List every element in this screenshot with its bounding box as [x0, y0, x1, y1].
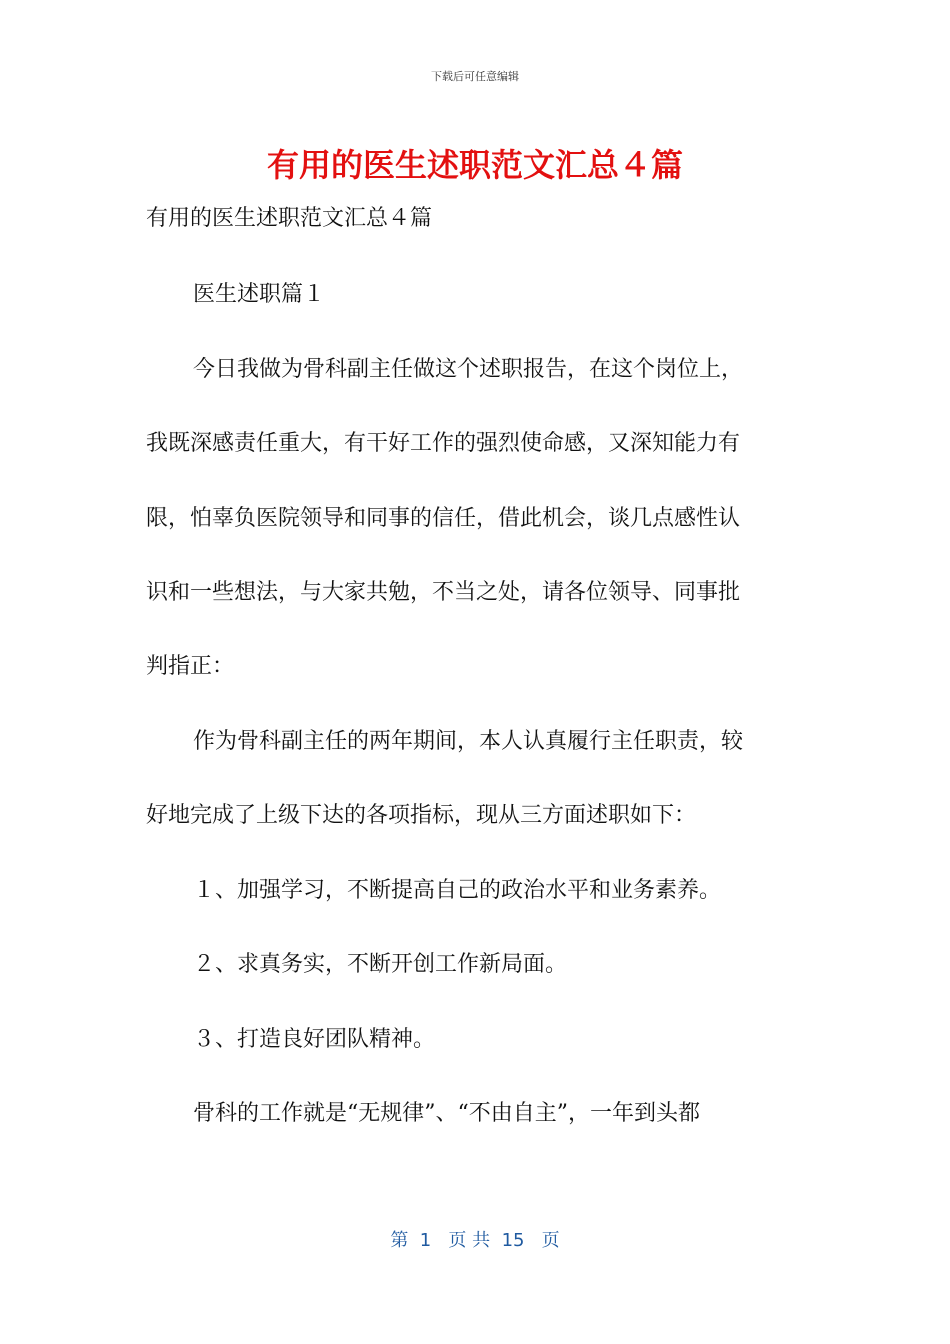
section-heading: 医生述职篇１ [193, 282, 326, 307]
document-title: 有用的医生述职范文汇总４篇 [266, 146, 683, 184]
subtitle-line: 有用的医生述职范文汇总４篇 [146, 206, 433, 231]
body-line: 我既深感责任重大，有干好工作的强烈使命感，又深知能力有 [146, 431, 741, 456]
body-line: 作为骨科副主任的两年期间，本人认真履行主任职责，较 [193, 729, 744, 754]
body-line: 骨科的工作就是“无规律”、“不由自主”，一年到头都 [193, 1101, 700, 1126]
list-item: １、加强学习，不断提高自己的政治水平和业务素养。 [193, 878, 722, 903]
list-item: ２、求真务实，不断开创工作新局面。 [193, 952, 568, 977]
body-line: 限，怕辜负医院领导和同事的信任，借此机会，谈几点感性认 [146, 506, 741, 531]
list-item: ３、打造良好团队精神。 [193, 1027, 436, 1052]
body-line: 识和一些想法，与大家共勉，不当之处，请各位领导、同事批 [146, 580, 741, 605]
body-line: 好地完成了上级下达的各项指标，现从三方面述职如下： [146, 803, 697, 828]
body-line: 判指正： [146, 654, 235, 679]
header-note: 下载后可任意编辑 [431, 70, 519, 83]
page-footer: 第 1 页 共 15 页 [390, 1230, 560, 1251]
body-line: 今日我做为骨科副主任做这个述职报告，在这个岗位上， [193, 357, 744, 382]
